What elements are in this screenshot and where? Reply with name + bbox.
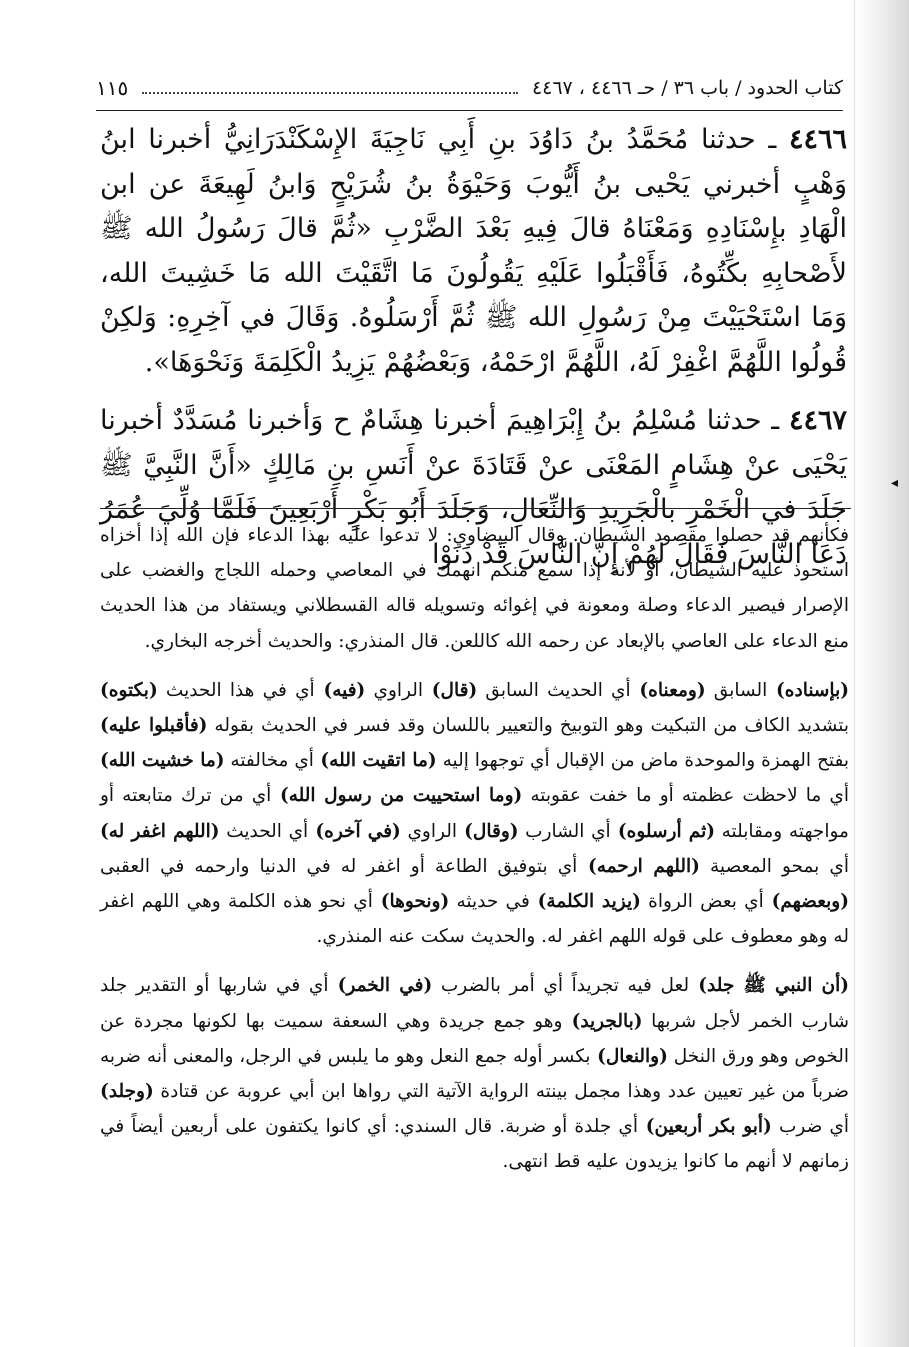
page-binding-edge [854, 0, 909, 1347]
commentary-lemma: (ما اتقيت الله) [313, 750, 437, 772]
running-title: كتاب الحدود / باب ٣٦ / حـ ٤٤٦٦ ، ٤٤٦٧ [531, 77, 843, 99]
page-number: ١١٥ [96, 76, 129, 100]
hadith-number: ٤٤٦٦ [789, 124, 848, 155]
commentary-lemma: (فأقبلوا عليه) [100, 715, 208, 737]
commentary-text: في حديثه [449, 891, 530, 913]
commentary-lemma: (وجلد) [100, 1081, 154, 1103]
commentary-text: أي الحديث [219, 820, 309, 842]
commentary-text: أي الشارب [518, 820, 611, 842]
commentary-lemma: (وبعضهم) [763, 891, 849, 913]
leader-dots [142, 92, 518, 94]
commentary-lemma: (في الخمر) [328, 975, 433, 997]
commentary-lemma: (فيه) [314, 679, 366, 701]
commentary-text: أي بعض الرواة [640, 891, 764, 913]
margin-mark: ◂ [891, 475, 899, 491]
commentary-text: أي نحو هذه الكلمة وهي اللهم اغفر له وهو معطوف على قوله اللهم اغفر له. والحديث سكت عنه المنذري. [100, 891, 849, 948]
hadith-text: حدثنا مُحَمَّدُ بنُ دَاوُدَ بنِ أَبِي نَاجِيَةَ الإِسْكَنْدَرَانِيُّ أخبرنا ابنُ وَهْبٍ أخبرني يَحْيى بنُ أَيُّوبَ وَحَيْوَةُ بنُ شُرَيْحٍ وَابنُ لَهِيعَةَ عن ابن الْهَادِ بإِسْنَادِهِ وَمَعْنَاهُ قالَ فِيهِ بَعْدَ الضَّرْبِ «ثُمَّ قالَ رَسُولُ الله ﷺ لأَصْحابِهِ بكِّتُوهُ، فَأَقْبَلُوا عَلَيْهِ يَقُولُونَ مَا اتَّقَيْتَ الله مَا خَشِيتَ الله، وَمَا اسْتَحْيَيْتَ مِنْ رَسُولِ الله ﷺ ثُمَّ أَرْسَلُوهُ. وَقَالَ في آخِرِهِ: وَلكِنْ قُولُوا اللَّهُمَّ اغْفِرْ لَهُ، اللَّهُمَّ ارْحَمْهُ، وَبَعْضُهُمْ يَزِيدُ الْكَلِمَةَ وَنَحْوَهَا». [100, 124, 847, 378]
commentary-lemma: (ثم أرسلوه) [610, 820, 715, 842]
commentary-lemma: (وقال) [456, 820, 519, 842]
commentary-lemma: (اللهم ارحمه) [577, 855, 700, 877]
commentary-lemma: (بكتوه) [100, 679, 158, 701]
commentary-lemma: (والنعال) [590, 1045, 668, 1067]
footnote-separator [100, 508, 851, 509]
commentary-text: أي بمحو المعصية [699, 855, 849, 877]
commentary-text: لعل فيه تجريداً أي أمر بالضرب [432, 975, 690, 997]
commentary-text: فكأنهم قد حصلوا مقصود الشيطان. وقال البيضاوي: لا تدعوا عليه بهذا الدعاء فإن الله إذا أخزاه استحوذ عليه الشيطان، أو لأنه إذا سمع منكم انهمك في المعاصي وحمله اللجاج والغضب على الإصرار فيصير الدعاء وصلة ومعونة في إغوائه وتسويله قاله القسطلاني ويستفاد من هذا الحديث منع الدعاء على العاصي بالإبعاد عن رحمه الله كاللعن. قال المنذري: والحديث أخرجه البخاري. [100, 525, 849, 652]
commentary-lemma: (بإسناده) [767, 679, 849, 701]
page-header [96, 66, 843, 111]
commentary-text: بتشديد الكاف من التبكيت وهو التوبيخ والتعيير باللسان وقد فسر في الحديث بقوله [207, 715, 849, 737]
commentary-text: أي ضرب [771, 1116, 850, 1138]
commentary-text: الراوي [400, 820, 457, 842]
commentary-paragraph [100, 518, 849, 659]
commentary-text: أي بتوفيق الطاعة أو اغفر له في الدنيا وارحمه في العقبى [100, 855, 578, 877]
hadith-text: حدثنا مُسْلِمُ بنُ إِبْرَاهِيمَ أخبرنا هِشَامٌ ح وَأخبرنا مُسَدَّدٌ أخبرنا يَحْيَى عنْ هِشَامٍ المَعْنَى عنْ قَتَادَةَ عنْ أَنَسِ بنِ مَالِكٍ «أَنَّ النَّبِيَّ ﷺ جَلَدَ في الْخَمْرِ بالْجَرِيدِ وَالنِّعَالِ، وَجَلَدَ أَبُو بَكْرٍ أَرْبَعِينَ فَلَمَّا وُلِّيَ عُمَرُ دَعَا النَّاسَ فَقَالَ لَهُمْ إِنَّ النَّاسَ قَدْ دَنَوْا [100, 405, 847, 570]
commentary-text: الراوي [365, 679, 424, 701]
commentary-paragraph [100, 673, 849, 955]
commentary-lemma: (في آخره) [308, 820, 401, 842]
commentary-text: بكسر أوله جمع النعل وهو ما يلبس في الرجل، والمعنى أنه ضربه ضرباً من غير تعيين عدد وهذا مجمل بينته الرواية الآتية التي رواها ابن أبي عروبة عن قتادة [100, 1045, 849, 1103]
commentary-lemma: (وما استحييت من رسول الله) [271, 785, 523, 807]
commentary-lemma: (قال) [423, 679, 478, 701]
commentary-lemma: (أن النبي ﷺ جلد) [689, 975, 849, 997]
commentary-text: السابق [705, 679, 768, 701]
hadith-number: ٤٤٦٧ [789, 405, 848, 436]
commentary-block [100, 518, 849, 1180]
commentary-text: أي ما لاحظت عظمته أو ما خفت عقوبته [522, 785, 849, 807]
commentary-lemma: (بالجريد) [562, 1010, 643, 1032]
commentary-text: بفتح الهمزة والموحدة ماض من الإقبال أي توجهوا إليه [436, 750, 849, 772]
commentary-lemma: (اللهم اغفر له) [100, 820, 220, 842]
commentary-text: أي جلدة أو ضربة. قال السندي: أي كانوا يكتفون على أربعين أيضاً في زمانهم لا أنهم ما كانوا يزيدون عليه قط انتهى. [100, 1116, 849, 1173]
hadith-4467: ٤٤٦٧ ـ حدثنا مُسْلِمُ بنُ إِبْرَاهِيمَ أخبرنا هِشَامٌ ح وَأخبرنا مُسَدَّدٌ أخبرنا يَحْيَى عنْ هِشَامٍ المَعْنَى عنْ قَتَادَةَ عنْ أَنَسِ بنِ مَالِكٍ «أَنَّ النَّبِيَّ ﷺ جَلَدَ في الْخَمْرِ بالْجَرِيدِ وَالنِّعَالِ، وَجَلَدَ أَبُو بَكْرٍ أَرْبَعِينَ فَلَمَّا وُلِّيَ عُمَرُ دَعَا النَّاسَ فَقَالَ لَهُمْ إِنَّ النَّاسَ قَدْ دَنَوْا [100, 405, 848, 570]
commentary-text: أي مخالفته [224, 750, 314, 772]
commentary-text: أي الحديث السابق [477, 679, 631, 701]
commentary-text: أي في شاربها أو التقدير جلد شارب الخمر لأجل شربها [100, 975, 850, 1032]
commentary-lemma: (ومعناه) [630, 679, 706, 701]
hadith-4466: ٤٤٦٦ ـ حدثنا مُحَمَّدُ بنُ دَاوُدَ بنِ أَبِي نَاجِيَةَ الإِسْكَنْدَرَانِيُّ أخبرنا ابنُ وَهْبٍ أخبرني يَحْيى بنُ أَيُّوبَ وَحَيْوَةُ بنُ شُرَيْحٍ وَابنُ لَهِيعَةَ عن ابن الْهَادِ بإِسْنَادِهِ وَمَعْنَاهُ قالَ فِيهِ بَعْدَ الضَّرْبِ «ثُمَّ قالَ رَسُولُ الله ﷺ لأَصْحابِهِ بكِّتُوهُ، فَأَقْبَلُوا عَلَيْهِ يَقُولُونَ مَا اتَّقَيْتَ الله مَا خَشِيتَ الله، وَمَا اسْتَحْيَيْتَ مِنْ رَسُولِ الله ﷺ ثُمَّ أَرْسَلُوهُ. وَقَالَ في آخِرِهِ: وَلكِنْ قُولُوا اللَّهُمَّ اغْفِرْ لَهُ، اللَّهُمَّ ارْحَمْهُ، وَبَعْضُهُمْ يَزِيدُ الْكَلِمَةَ وَنَحْوَهَا». [100, 124, 848, 378]
commentary-lemma: (ما خشيت الله) [100, 750, 225, 772]
commentary-text: أي في هذا الحديث [157, 679, 315, 701]
commentary-lemma: (ونحوها) [372, 891, 450, 913]
commentary-text: وهو جمع جريدة وهي السعفة سميت بها لكونها مجردة عن الخوص وهو ورق النخل [100, 1010, 849, 1067]
commentary-text: أي من ترك متابعته أو مواجهته ومقابلته [100, 785, 849, 842]
commentary-paragraph [100, 968, 849, 1179]
commentary-lemma: (يزيد الكلمة) [529, 891, 641, 913]
commentary-lemma: (أبو بكر أربعين) [638, 1116, 772, 1138]
